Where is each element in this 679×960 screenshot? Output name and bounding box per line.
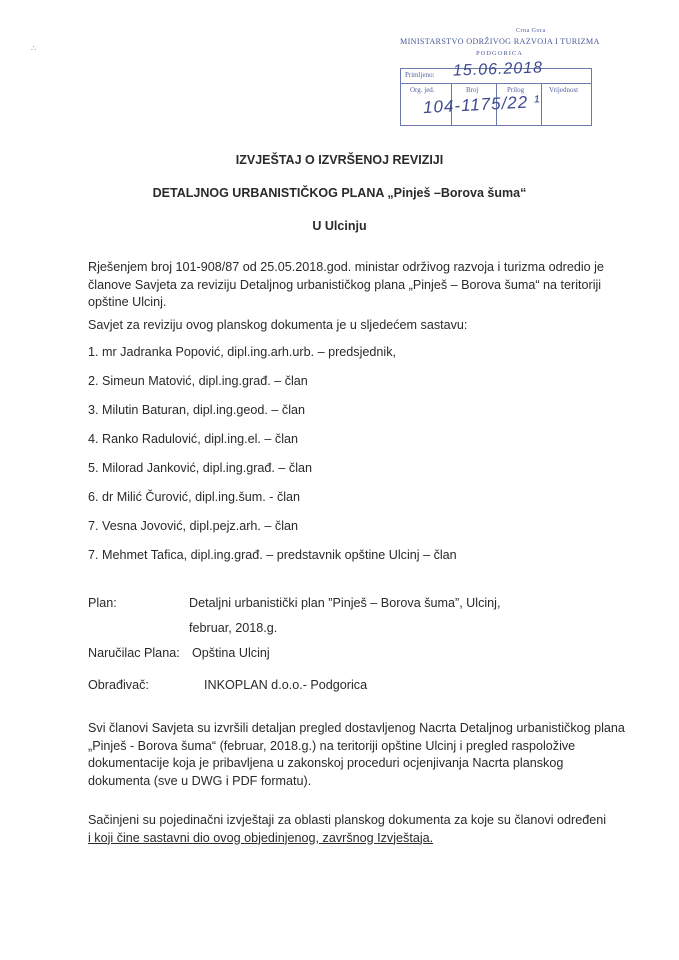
member-item: 5. Milorad Janković, dipl.ing.građ. – član: [88, 461, 313, 475]
author-value: INKOPLAN d.o.o.- Podgorica: [204, 678, 368, 692]
closing-line-1: Sačinjeni su pojedinačni izvještaji za oblasti planskog dokumenta za koje su članovi određeni: [88, 813, 607, 827]
intro-paragraph: Rješenjem broj 101-908/87 od 25.05.2018.god. ministar održivog razvoja i turizma odredio je članove Savjeta za reviziju Detaljnog urbanističkog plana „Pinješ – Borova šuma“ na teritoriji opštine Ulcinj.: [88, 260, 604, 309]
plan-date: februar, 2018.g.: [189, 621, 278, 635]
client-label: Naručilac Plana:: [88, 646, 180, 660]
author-label: Obrađivač:: [88, 678, 149, 692]
stamp-handwritten-date: 15.06.2018: [452, 59, 544, 80]
stamp-country: Crna Gora: [516, 28, 546, 34]
member-item: 4. Ranko Radulović, dipl.ing.el. – član: [88, 432, 299, 446]
stamp-value-label: Vrijednost: [549, 86, 579, 94]
closing-line-2: i koji čine sastavni dio ovog objedinjenog, završnog Izvještaja.: [88, 830, 434, 845]
stamp-received-label: Primljeno:: [405, 71, 435, 79]
stamp-ministry: MINISTARSTVO ODRŽIVOG RAZVOJA I TURIZMA: [400, 37, 600, 46]
plan-value: Detaljni urbanistički plan ”Pinješ – Borova šuma”, Ulcinj,: [189, 596, 501, 610]
margin-mark: ∴: [31, 44, 37, 53]
stamp-handwritten-number: 104-1175/22 ¹: [422, 91, 541, 118]
member-item: 3. Milutin Baturan, dipl.ing.geod. – član: [88, 403, 306, 417]
stamp-city: PODGORICA: [476, 50, 523, 57]
member-item: 7. Vesna Jovović, dipl.pejz.arh. – član: [88, 519, 299, 533]
document-title: IZVJEŠTAJ O IZVRŠENOJ REVIZIJI: [235, 153, 444, 167]
stamp-org-label: Org. jed.: [410, 86, 435, 94]
client-value: Opština Ulcinj: [192, 646, 270, 660]
stamp-attachment-label: Prilog: [507, 86, 525, 94]
stamp-number-label: Broj: [466, 86, 479, 94]
members-lead: Savjet za reviziju ovog planskog dokumenta je u sljedećem sastavu:: [88, 318, 468, 332]
member-item: 2. Simeun Matović, dipl.ing.građ. – član: [88, 374, 308, 388]
member-item: 6. dr Milić Čurović, dipl.ing.šum. - član: [88, 490, 301, 504]
member-item: 1. mr Jadranka Popović, dipl.ing.arh.urb. – predsjednik,: [88, 345, 397, 359]
summary-paragraph: Svi članovi Savjeta su izvršili detaljan pregled dostavljenog Nacrta Detaljnog urbanističkog plana „Pinješ - Borova šuma“ (februar, 2018.g.) na teritoriji opštine Ulcinj i pregled raspoložive dokumentacije koja je pribavljena u zakonskoj proceduri ocjenjivanja Nacrta planskog dokumenta (sve u DWG i PDF formatu).: [88, 721, 625, 788]
member-item: 7. Mehmet Tafica, dipl.ing.građ. – predstavnik opštine Ulcinj – član: [88, 548, 457, 562]
closing-paragraph: [88, 812, 628, 847]
registry-stamp: [398, 28, 600, 124]
document-subtitle: DETALJNOG URBANISTIČKOG PLANA „Pinješ –Borova šuma“: [152, 186, 527, 200]
document-location: U Ulcinju: [312, 219, 367, 233]
plan-label: Plan:: [88, 596, 117, 610]
